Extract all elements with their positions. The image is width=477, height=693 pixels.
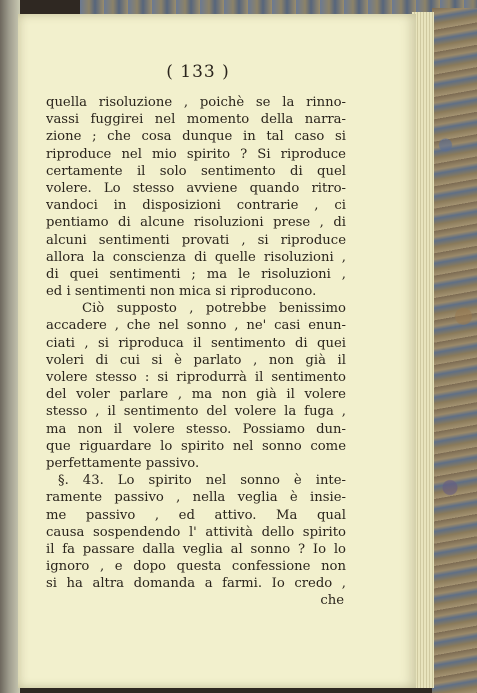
text-line: ed i sentimenti non mica si riproducono. xyxy=(46,284,317,300)
text-line: Ciò supposto , potrebbe benissimo xyxy=(82,301,346,317)
text-line: ma non il volere stesso. Possiamo dun- xyxy=(46,421,346,437)
text-line: volere stesso : si riprodurrà il sentimento xyxy=(46,370,346,385)
text-line: stesso , il sentimento del volere la fuga , xyxy=(46,404,346,420)
text-line: il fa passare dalla veglia al sonno ? Io lo xyxy=(46,541,346,557)
text-line: me passivo , ed attivo. Ma qual xyxy=(46,507,346,523)
text-line: allora la conscienza di quelle risoluzioni , xyxy=(46,249,346,265)
text-line: perfettamente passivo. xyxy=(46,455,200,471)
text-line: quella risoluzione , poichè se la rinno- xyxy=(46,95,346,110)
text-line: riproduce nel mio spirito ? Si riproduce xyxy=(46,146,346,162)
left-gutter xyxy=(0,0,20,693)
text-line: ramente passivo , nella veglia è insie- xyxy=(46,490,346,506)
text-line: ciati , si riproduca il sentimento di quei xyxy=(46,335,346,351)
text-line: pentiamo di alcune risoluzioni prese , di xyxy=(46,215,346,231)
text-line: vandoci in disposizioni contrarie , ci xyxy=(46,198,346,214)
text-line: certamente il solo sentimento di quel xyxy=(46,163,346,179)
text-line: accadere , che nel sonno , ne' casi enun- xyxy=(46,318,346,334)
text-line: ignoro , e dopo questa confessione non xyxy=(46,559,346,575)
text-line: voleri di cui si è parlato , non già il xyxy=(46,352,346,368)
text-line: di quei sentimenti ; ma le risoluzioni , xyxy=(46,266,346,282)
page-number: ( 133 ) xyxy=(166,62,230,82)
text-line: alcuni sentimenti provati , si riproduce xyxy=(46,232,346,248)
text-line: que riguardare lo spirito nel sonno come xyxy=(46,438,346,454)
page-text-block xyxy=(46,62,346,610)
text-line: volere. Lo stesso avviene quando ritro- xyxy=(46,180,346,196)
text-line: causa sospendendo l' attività dello spirito xyxy=(46,524,346,540)
catchword: che xyxy=(320,593,344,609)
text-line: vassi fuggirei nel momento della narra- xyxy=(46,112,346,128)
book-cover-edge xyxy=(432,8,477,693)
text-line: zione ; che cosa dunque in tal caso si xyxy=(46,129,346,145)
text-line: del voler parlare , ma non già il volere xyxy=(46,387,346,403)
section-heading-line: §. 43. Lo spirito nel sonno è inte- xyxy=(58,473,346,489)
text-line: si ha altra domanda a farmi. Io credo , xyxy=(46,576,346,592)
